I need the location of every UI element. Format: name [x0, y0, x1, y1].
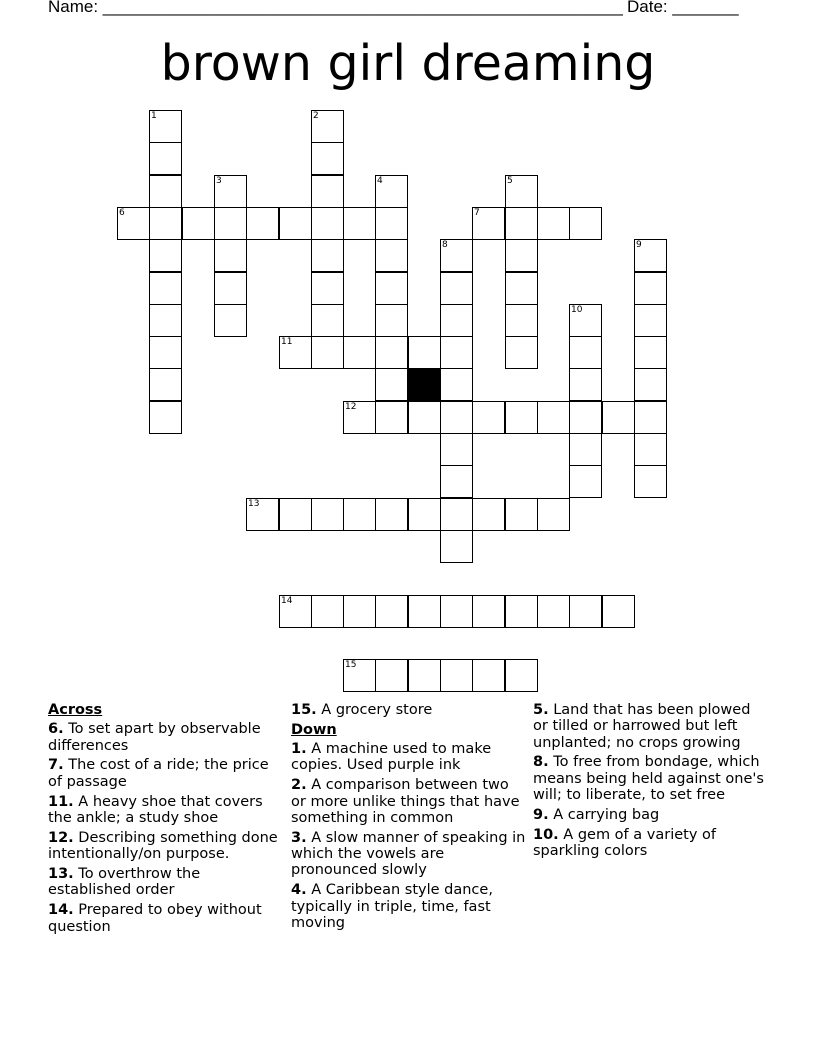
grid-cell	[505, 272, 538, 305]
date-field: Date: _______	[627, 0, 739, 16]
down-clue	[533, 754, 769, 803]
clue-number-label: 11	[281, 337, 293, 347]
across-clue	[48, 721, 284, 754]
clue-number-label: 5	[507, 176, 513, 186]
grid-cell	[375, 304, 408, 337]
clue-number-label: 4	[377, 176, 383, 186]
grid-cell	[214, 239, 247, 272]
clue-text: A carrying bag	[553, 806, 660, 823]
grid-cell	[343, 336, 376, 369]
across-clue	[48, 757, 284, 790]
clue-text: Prepared to obey without question	[48, 902, 262, 935]
grid-cell	[408, 336, 441, 369]
grid-cell	[214, 272, 247, 305]
down-clue	[291, 882, 527, 931]
grid-cell	[375, 207, 408, 240]
grid-cell	[634, 239, 667, 272]
across-clue	[48, 830, 284, 863]
clue-text: A machine used to make copies. Used purple ink	[291, 741, 492, 774]
grid-cell	[505, 498, 538, 531]
grid-cell	[505, 659, 538, 692]
grid-cell	[537, 401, 570, 434]
grid-cell	[279, 498, 312, 531]
grid-cell	[569, 595, 602, 628]
clue-text: To set apart by observable differences	[48, 721, 261, 754]
grid-cell	[440, 498, 473, 531]
down-clue	[533, 807, 769, 823]
clue-number: 5.	[533, 702, 549, 718]
grid-cell	[634, 368, 667, 401]
clue-number: 10.	[533, 826, 559, 843]
clue-text: A comparison between two or more unlike things that have something in common	[291, 777, 520, 826]
grid-cell	[440, 272, 473, 305]
grid-cell	[182, 207, 215, 240]
grid-cell	[343, 595, 376, 628]
grid-cell	[440, 239, 473, 272]
grid-cell	[149, 401, 182, 434]
clue-number-label: 12	[345, 402, 357, 412]
clue-text: To free from bondage, which means being held against one's will; to liberate, to set free	[533, 754, 764, 804]
clue-number: 7.	[48, 757, 64, 774]
grid-cell	[214, 207, 247, 240]
clue-number: 3.	[291, 829, 307, 846]
grid-cell	[343, 401, 376, 434]
clue-number: 12.	[48, 829, 74, 846]
grid-cell	[149, 110, 182, 143]
clue-text: A gem of a variety of sparkling colors	[533, 826, 716, 860]
grid-cell	[279, 595, 312, 628]
clue-text: A Caribbean style dance, typically in triple, time, fast moving	[291, 882, 493, 931]
grid-cell	[149, 304, 182, 337]
grid-cell	[246, 498, 279, 531]
grid-cell	[311, 239, 344, 272]
grid-cell	[537, 595, 570, 628]
clue-text: The cost of a ride; the price of passage	[48, 757, 269, 790]
grid-cell	[214, 175, 247, 208]
clue-text: Describing something done intentionally/on purpose.	[48, 829, 278, 863]
grid-cell	[634, 272, 667, 305]
grid-cell	[214, 304, 247, 337]
grid-cell	[472, 595, 505, 628]
grid-cell	[569, 401, 602, 434]
grid-cell	[569, 304, 602, 337]
name-field: Name: _______________________________________________________	[48, 0, 623, 16]
grid-cell	[505, 595, 538, 628]
across-clue	[48, 902, 284, 935]
clue-number: 15.	[291, 702, 317, 718]
grid-cell	[472, 207, 505, 240]
clue-number: 1.	[291, 741, 307, 758]
clue-number: 11.	[48, 793, 74, 810]
grid-cell	[634, 433, 667, 466]
grid-cell	[634, 401, 667, 434]
grid-cell	[569, 433, 602, 466]
grid-cell	[311, 272, 344, 305]
grid-cell	[569, 465, 602, 498]
grid-cell	[311, 207, 344, 240]
grid-cell	[505, 304, 538, 337]
grid-cell	[311, 336, 344, 369]
grid-cell	[440, 368, 473, 401]
clue-text: A grocery store	[321, 702, 433, 718]
across-clue	[48, 794, 284, 827]
clue-column-2	[291, 701, 527, 935]
grid-cell	[343, 498, 376, 531]
grid-cell	[375, 175, 408, 208]
clue-number-label: 8	[442, 240, 448, 250]
clue-number-label: 14	[281, 596, 293, 606]
grid-cell	[440, 530, 473, 563]
clue-text: A slow manner of speaking in which the vowels are pronounced slowly	[291, 829, 526, 879]
clue-number: 13.	[48, 866, 74, 883]
grid-cell	[375, 498, 408, 531]
grid-cell	[311, 304, 344, 337]
grid-cell	[440, 659, 473, 692]
grid-cell	[311, 110, 344, 143]
down-heading: Down	[291, 721, 337, 738]
grid-cell	[408, 595, 441, 628]
grid-cell	[440, 304, 473, 337]
grid-cell	[149, 175, 182, 208]
black-cell	[408, 368, 441, 401]
grid-cell	[149, 368, 182, 401]
grid-cell	[505, 401, 538, 434]
grid-cell	[440, 433, 473, 466]
clue-number-label: 10	[571, 305, 583, 315]
clue-number-label: 13	[248, 499, 260, 509]
clue-number: 8.	[533, 754, 549, 771]
clue-number-label: 2	[313, 111, 319, 121]
clue-number-label: 1	[151, 111, 157, 121]
grid-cell	[149, 207, 182, 240]
clue-number: 6.	[48, 721, 64, 738]
clue-text: A heavy shoe that covers the ankle; a study shoe	[48, 793, 263, 826]
clue-number-label: 3	[216, 176, 222, 186]
grid-cell	[375, 595, 408, 628]
grid-cell	[408, 659, 441, 692]
grid-cell	[569, 336, 602, 369]
across-heading: Across	[48, 702, 103, 718]
grid-cell	[375, 659, 408, 692]
grid-cell	[537, 207, 570, 240]
grid-cell	[279, 336, 312, 369]
grid-cell	[472, 401, 505, 434]
grid-cell	[440, 336, 473, 369]
grid-cell	[440, 401, 473, 434]
grid-cell	[117, 207, 150, 240]
clue-number: 14.	[48, 902, 74, 919]
grid-cell	[505, 239, 538, 272]
clue-number-label: 15	[345, 660, 357, 670]
down-clue	[291, 777, 527, 826]
down-clue	[291, 830, 527, 879]
grid-cell	[505, 175, 538, 208]
grid-cell	[440, 595, 473, 628]
grid-cell	[149, 336, 182, 369]
clue-number: 4.	[291, 882, 307, 899]
clue-number-label: 9	[636, 240, 642, 250]
grid-cell	[408, 401, 441, 434]
page-title: brown girl dreaming	[160, 35, 656, 92]
grid-cell	[569, 207, 602, 240]
grid-cell	[375, 336, 408, 369]
grid-cell	[149, 272, 182, 305]
grid-cell	[472, 659, 505, 692]
grid-cell	[246, 207, 279, 240]
grid-cell	[537, 498, 570, 531]
clue-text: To overthrow the established order	[48, 866, 201, 899]
clue-number: 9.	[533, 806, 549, 823]
grid-cell	[375, 401, 408, 434]
grid-cell	[311, 142, 344, 175]
grid-cell	[375, 272, 408, 305]
grid-cell	[343, 659, 376, 692]
grid-cell	[602, 401, 635, 434]
grid-cell	[472, 498, 505, 531]
grid-cell	[408, 498, 441, 531]
grid-cell	[149, 142, 182, 175]
grid-cell	[440, 465, 473, 498]
down-clue	[533, 827, 769, 860]
clue-number: 2.	[291, 777, 307, 794]
clue-column-3	[533, 701, 769, 863]
down-clue	[291, 741, 527, 774]
grid-cell	[311, 595, 344, 628]
grid-cell	[149, 239, 182, 272]
grid-cell	[634, 304, 667, 337]
grid-cell	[311, 175, 344, 208]
grid-cell	[279, 207, 312, 240]
clue-number-label: 6	[119, 208, 125, 218]
grid-cell	[634, 336, 667, 369]
clue-text: Land that has been plowed or tilled or harrowed but left unplanted; no crops growing	[533, 702, 751, 751]
grid-cell	[311, 498, 344, 531]
across-clue	[291, 702, 527, 718]
clue-column-1	[48, 701, 284, 938]
grid-cell	[505, 336, 538, 369]
clue-number-label: 7	[474, 208, 480, 218]
grid-cell	[375, 239, 408, 272]
grid-cell	[343, 207, 376, 240]
grid-cell	[505, 207, 538, 240]
grid-cell	[634, 465, 667, 498]
grid-cell	[375, 368, 408, 401]
grid-cell	[602, 595, 635, 628]
down-clue	[533, 702, 769, 751]
across-clue	[48, 866, 284, 899]
grid-cell	[569, 368, 602, 401]
